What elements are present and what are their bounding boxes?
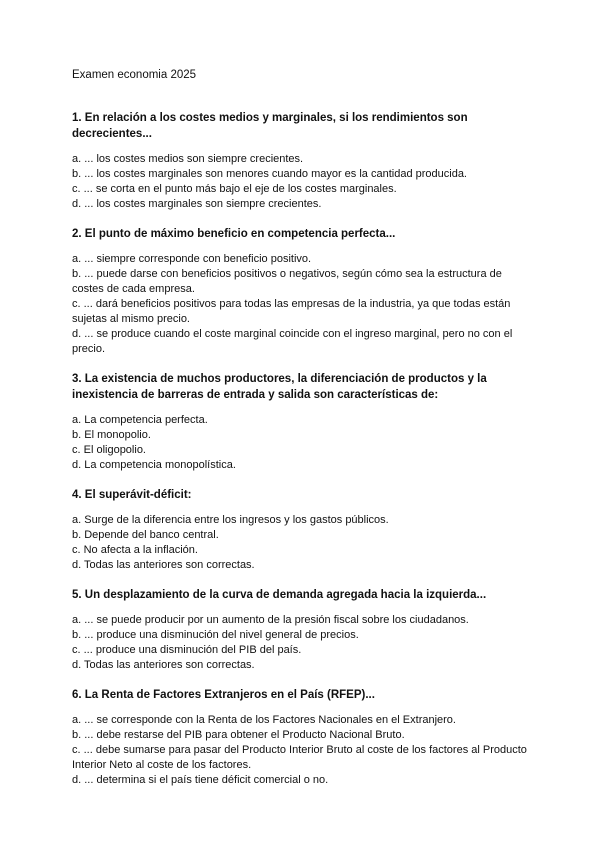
- option-d: d. Todas las anteriores son correctas.: [72, 659, 255, 671]
- question-title: 5. Un desplazamiento de la curva de demanda agregada hacia la izquierda...: [72, 589, 487, 601]
- question-title: 6. La Renta de Factores Extranjeros en el País (RFEP)...: [72, 689, 375, 701]
- question-title: 2. El punto de máximo beneficio en competencia perfecta...: [72, 228, 396, 240]
- option-c: c. ... debe sumarse para pasar del Producto Interior Bruto al coste de los factores al Producto Interior Neto al coste de los factores.: [72, 744, 527, 771]
- option-a: a. ... los costes medios son siempre crecientes.: [72, 153, 304, 165]
- option-b: b. ... produce una disminución del nivel general de precios.: [72, 629, 359, 641]
- option-a: a. Surge de la diferencia entre los ingresos y los gastos públicos.: [72, 514, 389, 526]
- option-a: a. ... se corresponde con la Renta de los Factores Nacionales en el Extranjero.: [72, 714, 456, 726]
- option-b: b. ... los costes marginales son menores cuando mayor es la cantidad producida.: [72, 168, 467, 180]
- question-title: 1. En relación a los costes medios y marginales, si los rendimientos son decrecientes...: [72, 112, 468, 140]
- option-d: d. La competencia monopolística.: [72, 459, 236, 471]
- option-c: c. No afecta a la inflación.: [72, 544, 198, 556]
- question-3: [72, 371, 528, 473]
- option-d: d. Todas las anteriores son correctas.: [72, 559, 255, 571]
- option-b: b. ... puede darse con beneficios positivos o negativos, según cómo sea la estructura de costes de cada empresa.: [72, 268, 502, 295]
- option-a: a. ... siempre corresponde con beneficio positivo.: [72, 253, 312, 265]
- document-title: Examen economia 2025: [72, 69, 197, 81]
- option-b: b. Depende del banco central.: [72, 529, 219, 541]
- option-c: c. El oligopolio.: [72, 444, 146, 456]
- question-6: [72, 687, 528, 788]
- option-a: a. La competencia perfecta.: [72, 414, 208, 426]
- question-title: 4. El superávit-déficit:: [72, 489, 192, 501]
- option-c: c. ... se corta en el punto más bajo el eje de los costes marginales.: [72, 183, 397, 195]
- question-2: [72, 226, 528, 357]
- question-4: [72, 487, 528, 573]
- option-b: b. ... debe restarse del PIB para obtener el Producto Nacional Bruto.: [72, 729, 405, 741]
- question-title: 3. La existencia de muchos productores, la diferenciación de productos y la inexistencia de barreras de entrada y salida son características de:: [72, 373, 487, 401]
- option-c: c. ... dará beneficios positivos para todas las empresas de la industria, ya que todas están sujetas al mismo precio.: [72, 298, 511, 325]
- option-d: d. ... los costes marginales son siempre crecientes.: [72, 198, 322, 210]
- question-1: [72, 110, 528, 212]
- option-d: d. ... se produce cuando el coste marginal coincide con el ingreso marginal, pero no con el precio.: [72, 328, 513, 355]
- option-d: d. ... determina si el país tiene déficit comercial o no.: [72, 774, 329, 786]
- question-5: [72, 587, 528, 673]
- option-c: c. ... produce una disminución del PIB del país.: [72, 644, 302, 656]
- option-a: a. ... se puede producir por un aumento de la presión fiscal sobre los ciudadanos.: [72, 614, 469, 626]
- option-b: b. El monopolio.: [72, 429, 151, 441]
